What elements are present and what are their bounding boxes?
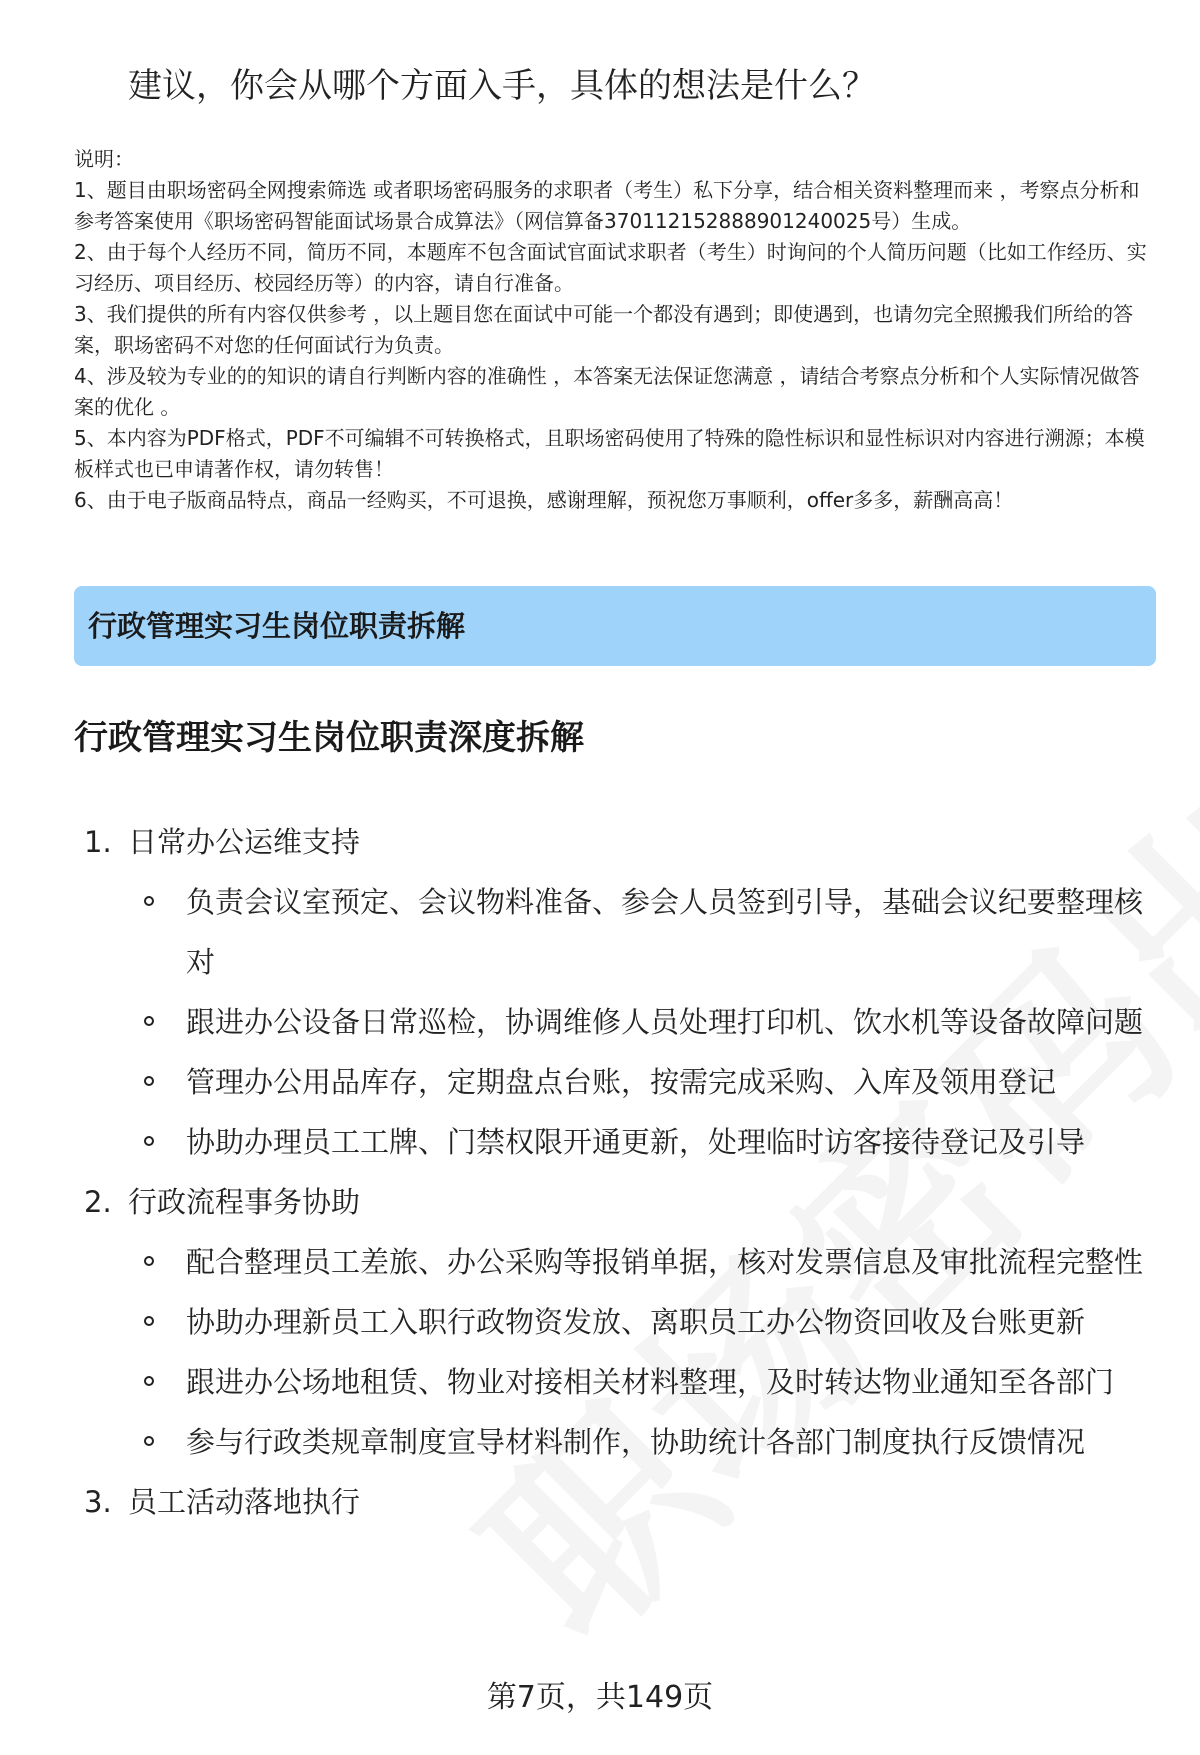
duty-number: 1. <box>84 825 112 859</box>
note-item: 2、由于每个人经历不同，简历不同，本题库不包含面试官面试求职者（考生）时询问的个人简历问题（比如工作经历、实习经历、项目经历、校园经历等）的内容，请自行准备。 <box>74 240 1147 295</box>
duty-subitem <box>128 1232 1146 1292</box>
section-heading: 行政管理实习生岗位职责深度拆解 <box>74 718 584 758</box>
duty-title: 员工活动落地执行 <box>128 1485 361 1519</box>
bullet-icon <box>144 1256 154 1266</box>
duty-number: 2. <box>84 1185 112 1219</box>
bullet-icon <box>144 1016 154 1026</box>
duty-title: 行政流程事务协助 <box>128 1185 361 1219</box>
duty-list <box>84 812 1164 1532</box>
duty-subitem <box>128 1112 1146 1172</box>
question-text: 建议，你会从哪个方面入手，具体的想法是什么？ <box>128 66 876 106</box>
note-item: 3、我们提供的所有内容仅供参考 ，以上题目您在面试中可能一个都没有遇到；即使遇到，也请勿完全照搬我们所给的答案，职场密码不对您的任何面试行为负责。 <box>74 302 1134 357</box>
duty-subitem <box>128 1292 1146 1352</box>
subitem-text: 跟进办公场地租赁、物业对接相关材料整理，及时转达物业通知至各部门 <box>186 1365 1115 1399</box>
duty-title: 日常办公运维支持 <box>128 825 361 859</box>
subitem-text: 配合整理员工差旅、办公采购等报销单据，核对发票信息及审批流程完整性 <box>186 1245 1144 1279</box>
duty-subitem <box>128 1052 1146 1112</box>
duty-subitem <box>128 1412 1146 1472</box>
duty-item <box>84 1472 1164 1532</box>
subitem-text: 负责会议室预定、会议物料准备、参会人员签到引导，基础会议纪要整理核对 <box>186 885 1144 979</box>
subitem-text: 协助办理新员工入职行政物资发放、离职员工办公物资回收及台账更新 <box>186 1305 1086 1339</box>
notes-heading: 说明： <box>74 147 134 171</box>
banner-title: 行政管理实习生岗位职责拆解 <box>88 609 466 643</box>
subitem-text: 管理办公用品库存，定期盘点台账，按需完成采购、入库及领用登记 <box>186 1065 1057 1099</box>
bullet-icon <box>144 1316 154 1326</box>
subitem-text: 协助办理员工工牌、门禁权限开通更新，处理临时访客接待登记及引导 <box>186 1125 1086 1159</box>
bullet-icon <box>144 1436 154 1446</box>
duty-item <box>84 1172 1164 1472</box>
duty-subitem <box>128 872 1146 992</box>
bullet-icon <box>144 1136 154 1146</box>
subitem-text: 参与行政类规章制度宣导材料制作，协助统计各部门制度执行反馈情况 <box>186 1425 1086 1459</box>
note-item: 4、涉及较为专业的的知识的请自行判断内容的准确性 ，本答案无法保证您满意 ，请结合考察点分析和个人实际情况做答案的优化 。 <box>74 364 1140 419</box>
note-item: 5、本内容为PDF格式，PDF不可编辑不可转换格式，且职场密码使用了特殊的隐性标识和显性标识对内容进行溯源；本模板样式也已申请著作权，请勿转售！ <box>74 426 1145 481</box>
notes-block <box>74 144 1154 516</box>
duty-number: 3. <box>84 1485 112 1519</box>
bullet-icon <box>144 896 154 906</box>
page-footer: 第7页，共149页 <box>486 1680 714 1715</box>
duty-item <box>84 812 1164 1172</box>
note-item: 1、题目由职场密码全网搜索筛选 或者职场密码服务的求职者（考生）私下分享，结合相关资料整理而来 ，考察点分析和参考答案使用《职场密码智能面试场景合成算法》（网信算备370112152888901240025号）生成。 <box>74 178 1140 233</box>
bullet-icon <box>144 1076 154 1086</box>
bullet-icon <box>144 1376 154 1386</box>
note-item: 6、由于电子版商品特点，商品一经购买，不可退换，感谢理解，预祝您万事顺利，offer多多，薪酬高高！ <box>74 488 1014 512</box>
duty-subitem <box>128 1352 1146 1412</box>
section-banner <box>74 586 1156 666</box>
subitem-text: 跟进办公设备日常巡检，协调维修人员处理打印机、饮水机等设备故障问题 <box>186 1005 1144 1039</box>
duty-subitem <box>128 992 1146 1052</box>
